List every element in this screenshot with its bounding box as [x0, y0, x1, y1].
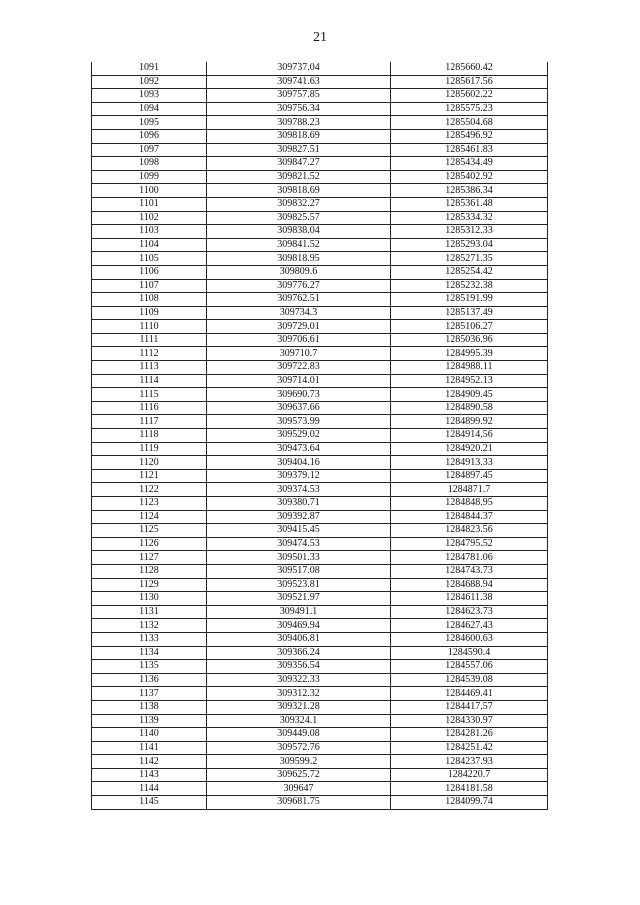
point-number-cell: 1094	[92, 102, 207, 116]
point-number-cell: 1120	[92, 456, 207, 470]
x-coordinate-cell: 309322.33	[207, 673, 391, 687]
point-number-cell: 1121	[92, 469, 207, 483]
x-coordinate-cell: 309469.94	[207, 619, 391, 633]
table-row	[92, 306, 548, 320]
point-number-cell: 1113	[92, 361, 207, 375]
x-coordinate-cell: 309356.54	[207, 660, 391, 674]
point-number-cell: 1124	[92, 510, 207, 524]
point-number-cell: 1111	[92, 333, 207, 347]
table-row	[92, 429, 548, 443]
point-number-cell: 1099	[92, 170, 207, 184]
y-coordinate-cell: 1285386.34	[391, 184, 548, 198]
y-coordinate-cell: 1285660.42	[391, 62, 548, 75]
point-number-cell: 1131	[92, 605, 207, 619]
table-row	[92, 700, 548, 714]
table-row	[92, 89, 548, 103]
x-coordinate-cell: 309734.3	[207, 306, 391, 320]
point-number-cell: 1093	[92, 89, 207, 103]
y-coordinate-cell: 1284099.74	[391, 796, 548, 810]
y-coordinate-cell: 1284557.06	[391, 660, 548, 674]
point-number-cell: 1142	[92, 755, 207, 769]
x-coordinate-cell: 309762.51	[207, 293, 391, 307]
x-coordinate-cell: 309841.52	[207, 238, 391, 252]
table-row	[92, 469, 548, 483]
y-coordinate-cell: 1284627.43	[391, 619, 548, 633]
table-row	[92, 170, 548, 184]
x-coordinate-cell: 309404.16	[207, 456, 391, 470]
table-row	[92, 62, 548, 75]
x-coordinate-cell: 309788.23	[207, 116, 391, 130]
y-coordinate-cell: 1284688.94	[391, 578, 548, 592]
x-coordinate-cell: 309380.71	[207, 497, 391, 511]
point-number-cell: 1119	[92, 442, 207, 456]
point-number-cell: 1110	[92, 320, 207, 334]
x-coordinate-cell: 309473.64	[207, 442, 391, 456]
table-row	[92, 551, 548, 565]
x-coordinate-cell: 309818.69	[207, 129, 391, 143]
x-coordinate-cell: 309374.53	[207, 483, 391, 497]
table-row	[92, 728, 548, 742]
y-coordinate-cell: 1284469.41	[391, 687, 548, 701]
point-number-cell: 1100	[92, 184, 207, 198]
table-row	[92, 796, 548, 810]
x-coordinate-cell: 309757.85	[207, 89, 391, 103]
point-number-cell: 1135	[92, 660, 207, 674]
y-coordinate-cell: 1284417.57	[391, 700, 548, 714]
table-row	[92, 456, 548, 470]
x-coordinate-cell: 309637.66	[207, 401, 391, 415]
x-coordinate-cell: 309821.52	[207, 170, 391, 184]
point-number-cell: 1109	[92, 306, 207, 320]
table-row	[92, 537, 548, 551]
y-coordinate-cell: 1284995.39	[391, 347, 548, 361]
y-coordinate-cell: 1285617.56	[391, 75, 548, 89]
x-coordinate-cell: 309501.33	[207, 551, 391, 565]
x-coordinate-cell: 309366.24	[207, 646, 391, 660]
point-number-cell: 1130	[92, 592, 207, 606]
y-coordinate-cell: 1285602.22	[391, 89, 548, 103]
table-row	[92, 265, 548, 279]
point-number-cell: 1140	[92, 728, 207, 742]
x-coordinate-cell: 309321.28	[207, 700, 391, 714]
coordinates-table-body	[92, 62, 548, 809]
table-row	[92, 374, 548, 388]
table-row	[92, 184, 548, 198]
point-number-cell: 1126	[92, 537, 207, 551]
table-row	[92, 238, 548, 252]
table-row	[92, 388, 548, 402]
point-number-cell: 1141	[92, 741, 207, 755]
point-number-cell: 1127	[92, 551, 207, 565]
table-row	[92, 673, 548, 687]
y-coordinate-cell: 1284913.33	[391, 456, 548, 470]
x-coordinate-cell: 309529.02	[207, 429, 391, 443]
point-number-cell: 1102	[92, 211, 207, 225]
y-coordinate-cell: 1284623.73	[391, 605, 548, 619]
table-row	[92, 592, 548, 606]
table-row	[92, 293, 548, 307]
y-coordinate-cell: 1284848.95	[391, 497, 548, 511]
x-coordinate-cell: 309573.99	[207, 415, 391, 429]
y-coordinate-cell: 1285271.35	[391, 252, 548, 266]
table-row	[92, 497, 548, 511]
point-number-cell: 1098	[92, 157, 207, 171]
x-coordinate-cell: 309827.51	[207, 143, 391, 157]
table-row	[92, 143, 548, 157]
point-number-cell: 1123	[92, 497, 207, 511]
x-coordinate-cell: 309690.73	[207, 388, 391, 402]
point-number-cell: 1118	[92, 429, 207, 443]
y-coordinate-cell: 1285036.96	[391, 333, 548, 347]
page-number: 21	[313, 30, 327, 45]
x-coordinate-cell: 309474.53	[207, 537, 391, 551]
y-coordinate-cell: 1284590.4	[391, 646, 548, 660]
x-coordinate-cell: 309392.87	[207, 510, 391, 524]
point-number-cell: 1116	[92, 401, 207, 415]
y-coordinate-cell: 1284844.37	[391, 510, 548, 524]
y-coordinate-cell: 1285361.48	[391, 197, 548, 211]
x-coordinate-cell: 309517.08	[207, 564, 391, 578]
x-coordinate-cell: 309312.32	[207, 687, 391, 701]
x-coordinate-cell: 309737.04	[207, 62, 391, 75]
point-number-cell: 1115	[92, 388, 207, 402]
x-coordinate-cell: 309625.72	[207, 768, 391, 782]
point-number-cell: 1145	[92, 796, 207, 810]
x-coordinate-cell: 309818.69	[207, 184, 391, 198]
table-row	[92, 252, 548, 266]
x-coordinate-cell: 309572.76	[207, 741, 391, 755]
table-row	[92, 660, 548, 674]
point-number-cell: 1112	[92, 347, 207, 361]
point-number-cell: 1133	[92, 632, 207, 646]
x-coordinate-cell: 309847.27	[207, 157, 391, 171]
y-coordinate-cell: 1284952.13	[391, 374, 548, 388]
y-coordinate-cell: 1285254.42	[391, 265, 548, 279]
point-number-cell: 1105	[92, 252, 207, 266]
point-number-cell: 1106	[92, 265, 207, 279]
y-coordinate-cell: 1284871.7	[391, 483, 548, 497]
y-coordinate-cell: 1285461.83	[391, 143, 548, 157]
x-coordinate-cell: 309415.45	[207, 524, 391, 538]
y-coordinate-cell: 1284743.73	[391, 564, 548, 578]
table-row	[92, 687, 548, 701]
point-number-cell: 1092	[92, 75, 207, 89]
table-row	[92, 102, 548, 116]
table-row	[92, 75, 548, 89]
table-row	[92, 768, 548, 782]
y-coordinate-cell: 1285293.04	[391, 238, 548, 252]
y-coordinate-cell: 1285232.38	[391, 279, 548, 293]
table-row	[92, 442, 548, 456]
x-coordinate-cell: 309406.81	[207, 632, 391, 646]
point-number-cell: 1103	[92, 225, 207, 239]
x-coordinate-cell: 309647	[207, 782, 391, 796]
table-row	[92, 320, 548, 334]
point-number-cell: 1117	[92, 415, 207, 429]
y-coordinate-cell: 1284988.11	[391, 361, 548, 375]
table-row	[92, 714, 548, 728]
x-coordinate-cell: 309599.2	[207, 755, 391, 769]
table-row	[92, 578, 548, 592]
x-coordinate-cell: 309729.01	[207, 320, 391, 334]
y-coordinate-cell: 1284920.21	[391, 442, 548, 456]
table-row	[92, 564, 548, 578]
point-number-cell: 1138	[92, 700, 207, 714]
y-coordinate-cell: 1284539.08	[391, 673, 548, 687]
x-coordinate-cell: 309776.27	[207, 279, 391, 293]
table-row	[92, 605, 548, 619]
y-coordinate-cell: 1284899.92	[391, 415, 548, 429]
x-coordinate-cell: 309681.75	[207, 796, 391, 810]
point-number-cell: 1108	[92, 293, 207, 307]
x-coordinate-cell: 309710.7	[207, 347, 391, 361]
x-coordinate-cell: 309521.97	[207, 592, 391, 606]
x-coordinate-cell: 309324.1	[207, 714, 391, 728]
y-coordinate-cell: 1284281.26	[391, 728, 548, 742]
table-row	[92, 755, 548, 769]
x-coordinate-cell: 309741.63	[207, 75, 391, 89]
table-row	[92, 483, 548, 497]
point-number-cell: 1097	[92, 143, 207, 157]
coordinates-table	[91, 62, 548, 810]
y-coordinate-cell: 1284897.45	[391, 469, 548, 483]
table-row	[92, 116, 548, 130]
table-row	[92, 129, 548, 143]
point-number-cell: 1122	[92, 483, 207, 497]
x-coordinate-cell: 309449.08	[207, 728, 391, 742]
y-coordinate-cell: 1285334.32	[391, 211, 548, 225]
y-coordinate-cell: 1284330.97	[391, 714, 548, 728]
y-coordinate-cell: 1284600.63	[391, 632, 548, 646]
y-coordinate-cell: 1285504.68	[391, 116, 548, 130]
table-row	[92, 157, 548, 171]
y-coordinate-cell: 1284181.58	[391, 782, 548, 796]
y-coordinate-cell: 1284611.38	[391, 592, 548, 606]
point-number-cell: 1091	[92, 62, 207, 75]
table-row	[92, 632, 548, 646]
x-coordinate-cell: 309379.12	[207, 469, 391, 483]
point-number-cell: 1107	[92, 279, 207, 293]
table-row	[92, 782, 548, 796]
table-row	[92, 510, 548, 524]
point-number-cell: 1139	[92, 714, 207, 728]
point-number-cell: 1104	[92, 238, 207, 252]
point-number-cell: 1136	[92, 673, 207, 687]
x-coordinate-cell: 309809.6	[207, 265, 391, 279]
y-coordinate-cell: 1285191.99	[391, 293, 548, 307]
x-coordinate-cell: 309706.61	[207, 333, 391, 347]
y-coordinate-cell: 1284909.45	[391, 388, 548, 402]
table-row	[92, 619, 548, 633]
point-number-cell: 1114	[92, 374, 207, 388]
x-coordinate-cell: 309491.1	[207, 605, 391, 619]
table-row	[92, 524, 548, 538]
table-row	[92, 646, 548, 660]
y-coordinate-cell: 1285137.49	[391, 306, 548, 320]
point-number-cell: 1095	[92, 116, 207, 130]
table-row	[92, 211, 548, 225]
y-coordinate-cell: 1284795.52	[391, 537, 548, 551]
x-coordinate-cell: 309838.04	[207, 225, 391, 239]
y-coordinate-cell: 1284237.93	[391, 755, 548, 769]
x-coordinate-cell: 309714.01	[207, 374, 391, 388]
point-number-cell: 1144	[92, 782, 207, 796]
y-coordinate-cell: 1285575.23	[391, 102, 548, 116]
table-row	[92, 361, 548, 375]
table-row	[92, 401, 548, 415]
point-number-cell: 1125	[92, 524, 207, 538]
point-number-cell: 1101	[92, 197, 207, 211]
table-row	[92, 333, 548, 347]
y-coordinate-cell: 1285402.92	[391, 170, 548, 184]
table-row	[92, 415, 548, 429]
y-coordinate-cell: 1284220.7	[391, 768, 548, 782]
x-coordinate-cell: 309722.83	[207, 361, 391, 375]
y-coordinate-cell: 1284823.56	[391, 524, 548, 538]
table-row	[92, 741, 548, 755]
point-number-cell: 1128	[92, 564, 207, 578]
point-number-cell: 1096	[92, 129, 207, 143]
y-coordinate-cell: 1284914.56	[391, 429, 548, 443]
y-coordinate-cell: 1285106.27	[391, 320, 548, 334]
x-coordinate-cell: 309818.95	[207, 252, 391, 266]
x-coordinate-cell: 309523.81	[207, 578, 391, 592]
x-coordinate-cell: 309832.27	[207, 197, 391, 211]
y-coordinate-cell: 1284890.58	[391, 401, 548, 415]
table-row	[92, 347, 548, 361]
table-row	[92, 197, 548, 211]
y-coordinate-cell: 1284781.06	[391, 551, 548, 565]
y-coordinate-cell: 1285312.33	[391, 225, 548, 239]
point-number-cell: 1137	[92, 687, 207, 701]
point-number-cell: 1132	[92, 619, 207, 633]
point-number-cell: 1129	[92, 578, 207, 592]
y-coordinate-cell: 1284251.42	[391, 741, 548, 755]
table-row	[92, 225, 548, 239]
y-coordinate-cell: 1285434.49	[391, 157, 548, 171]
point-number-cell: 1143	[92, 768, 207, 782]
point-number-cell: 1134	[92, 646, 207, 660]
x-coordinate-cell: 309825.57	[207, 211, 391, 225]
y-coordinate-cell: 1285496.92	[391, 129, 548, 143]
table-row	[92, 279, 548, 293]
x-coordinate-cell: 309756.34	[207, 102, 391, 116]
